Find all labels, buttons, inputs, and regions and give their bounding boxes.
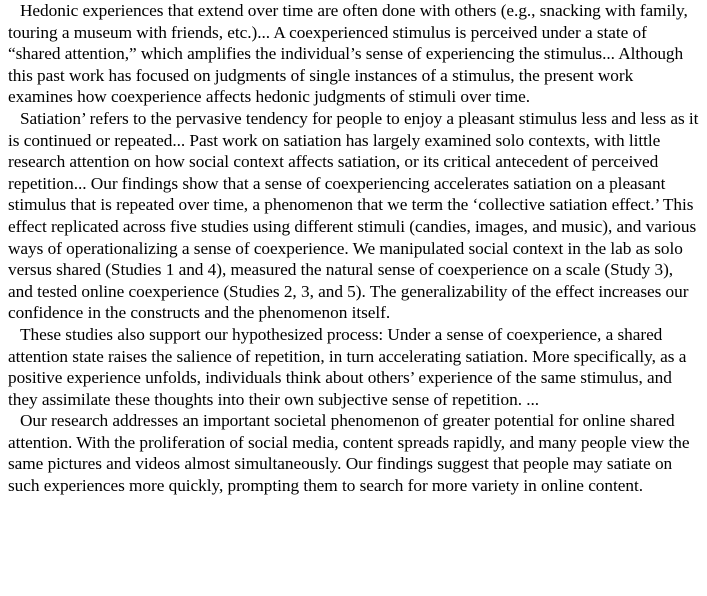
paragraph-satiation-findings: Satiation’ refers to the pervasive tendency for people to enjoy a pleasant stimulus less and less as it is continued or repeated... Past work on satiation has largely examined solo contexts, with little research attention on how social context affects satiation, or its critical antecedent of perceived repetition... Our findings show that a sense of coexperiencing accelerates satiation on a pleasant stimulus that is repeated over time, a phenomenon that we term the ‘collective satiation effect.’ This effect replicated across five studies using different stimuli (candies, images, and music), and various ways of operationalizing a sense of coexperience. We manipulated social context in the lab as solo versus shared (Studies 1 and 4), measured the natural sense of coexperience on a scale (Study 3), and tested online coexperience (Studies 2, 3, and 5). The generalizability of the effect increases our confidence in the constructs and the phenomenon itself. <box>8 108 699 323</box>
paragraph-societal-implications: Our research addresses an important societal phenomenon of greater potential for online shared attention. With the proliferation of social media, content spreads rapidly, and many people view the same pictures and videos almost simultaneously. Our findings suggest that people may satiate on such experiences more quickly, prompting them to search for more variety in online content. <box>8 411 690 496</box>
paragraph-coexperience-intro: Hedonic experiences that extend over time are often done with others (e.g., snacking with family, touring a museum with friends, etc.)... A coexperienced stimulus is perceived under a state of “shared attention,” which amplifies the individual’s sense of experiencing the stimulus... Although this past work has focused on judgments of single instances of a stimulus, the present work examines how coexperience affects hedonic judgments of stimuli over time. <box>8 1 688 107</box>
paragraph-hypothesized-process: These studies also support our hypothesized process: Under a sense of coexperience, a shared attention state raises the salience of repetition, in turn accelerating satiation. More specifically, as a positive experience unfolds, individuals think about others’ experience of the same stimulus, and they assimilate these thoughts into their own subjective sense of repetition. ... <box>8 324 687 409</box>
